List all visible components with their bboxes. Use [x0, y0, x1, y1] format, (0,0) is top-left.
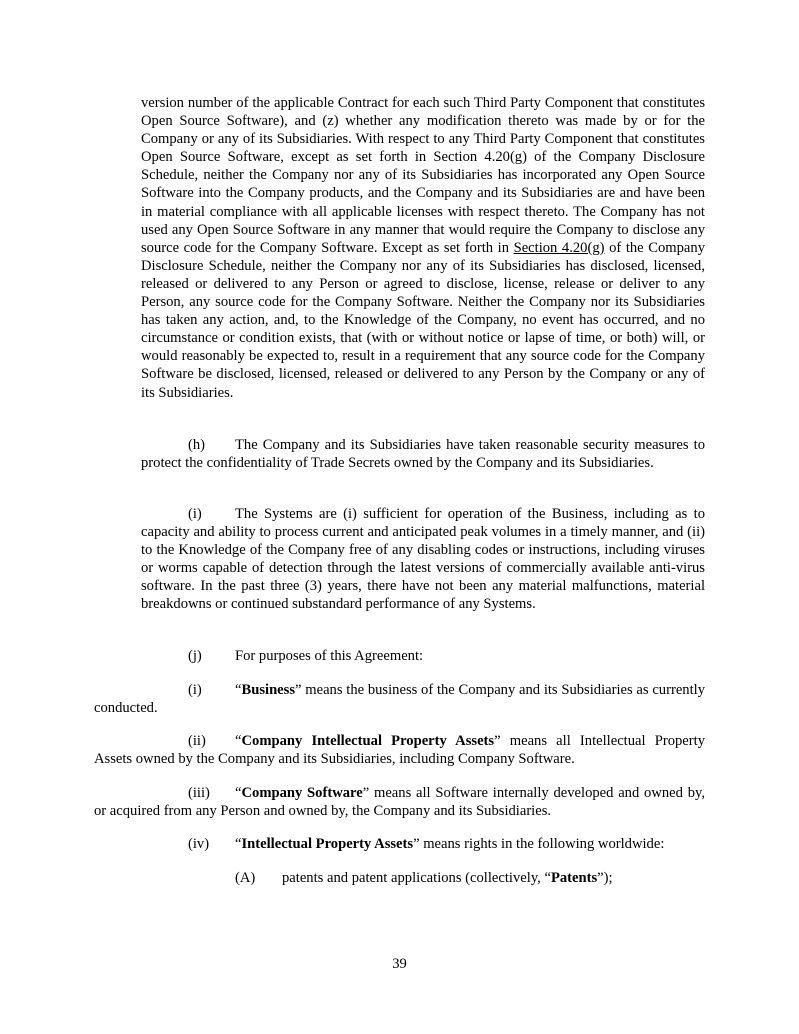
definition-company-software-term: Company Software [241, 785, 363, 801]
definition-patents-term: Patents [550, 870, 598, 886]
definition-company-software-open-quote: “ [235, 785, 242, 801]
section-reference-link: Section 4.20(g) [513, 239, 605, 256]
paragraph-g-text-2: of the Company Disclosure Schedule, neither the Company nor any of its Subsidiaries has disclosed, licensed, released or delivered to any Person or agreed to disclose, license, release or deliver to any Person, any source code for the Company Software. Neither the Company nor its Subsidiaries has taken any action, and, to the Knowledge of the Company, no event has occurred, and no circumstance or condition exists, that (with or without notice or lapse of time, or both) will, or would reasonably be expected to, result in a requirement that any source code for the Company Software be disclosed, licensed, released or delivered to any Person by the Company or any of its Subsidiaries. [141, 239, 705, 401]
definition-ip-assets-term: Intellectual Property Assets [241, 836, 414, 852]
definition-company-ip-assets-label: (ii) [188, 733, 206, 749]
paragraph-i-label: (i) [188, 506, 202, 522]
definition-business-open-quote: “ [235, 682, 242, 698]
definition-company-ip-assets [94, 732, 705, 768]
definition-patents-text-2: ”); [597, 870, 613, 886]
paragraph-g-continuation [141, 94, 705, 402]
definition-patents [94, 869, 705, 887]
paragraph-j-label: (j) [188, 648, 202, 664]
definition-ip-assets [94, 835, 705, 853]
page-number: 39 [392, 956, 407, 972]
definition-patents-label: (A) [235, 870, 256, 886]
paragraph-h-label: (h) [188, 437, 206, 453]
paragraph-j [141, 647, 705, 665]
paragraph-i-text: The Systems are (i) sufficient for operation of the Business, including as to capacity and ability to process current and anticipated peak volumes in a timely manner, and (ii) to the Knowledge of the Company free of any disabling codes or instructions, including viruses or worms capable of detection through the latest versions of commercially available anti-virus software. In the past three (3) years, there have not been any material malfunctions, material breakdowns or continued substandard performance of any Systems. [141, 506, 705, 613]
definition-business-label: (i) [188, 682, 202, 698]
definition-company-ip-assets-open-quote: “ [235, 733, 242, 749]
definition-company-software-label: (iii) [188, 785, 210, 801]
paragraph-h-text: The Company and its Subsidiaries have taken reasonable security measures to protect the confidentiality of Trade Secrets owned by the Company and its Subsidiaries. [141, 437, 705, 472]
definition-company-software-text: ” means all Software internally developed and owned by, or acquired from any Person and owned by, the Company and its Subsidiaries. [94, 785, 705, 820]
paragraph-g-text-1: version number of the applicable Contract for each such Third Party Component that constitutes Open Source Software), and (z) whether any modification thereto was made by or for the Company or any of its Subsidiaries. With respect to any Third Party Component that constitutes Open Source Software, except as set forth in Section 4.20(g) of the Company Disclosure Schedule, neither the Company nor any of its Subsidiaries has incorporated any Open Source Software into the Company products, and the Company and its Subsidiaries are and have been in material compliance with all applicable licenses with respect thereto. The Company has not used any Open Source Software in any manner that would require the Company to disclose any source code for the Company Software. Except as set forth in [141, 95, 705, 256]
definition-company-software [94, 784, 705, 820]
definition-ip-assets-label: (iv) [188, 836, 210, 852]
definition-company-ip-assets-text: ” means all Intellectual Property Assets owned by the Company and its Subsidiaries, including Company Software. [94, 733, 705, 768]
definition-business-term: Business [241, 682, 296, 698]
definition-ip-assets-open-quote: “ [235, 836, 242, 852]
definition-business [94, 681, 705, 717]
definition-business-text: ” means the business of the Company and its Subsidiaries as currently conducted. [94, 682, 705, 717]
definition-ip-assets-text: ” means rights in the following worldwide: [413, 836, 665, 852]
paragraph-h [141, 436, 705, 472]
paragraph-j-text: For purposes of this Agreement: [235, 648, 424, 664]
definition-patents-text-1: patents and patent applications (collectively, “ [282, 870, 551, 886]
definition-company-ip-assets-term: Company Intellectual Property Assets [241, 733, 495, 749]
paragraph-i [141, 505, 705, 614]
